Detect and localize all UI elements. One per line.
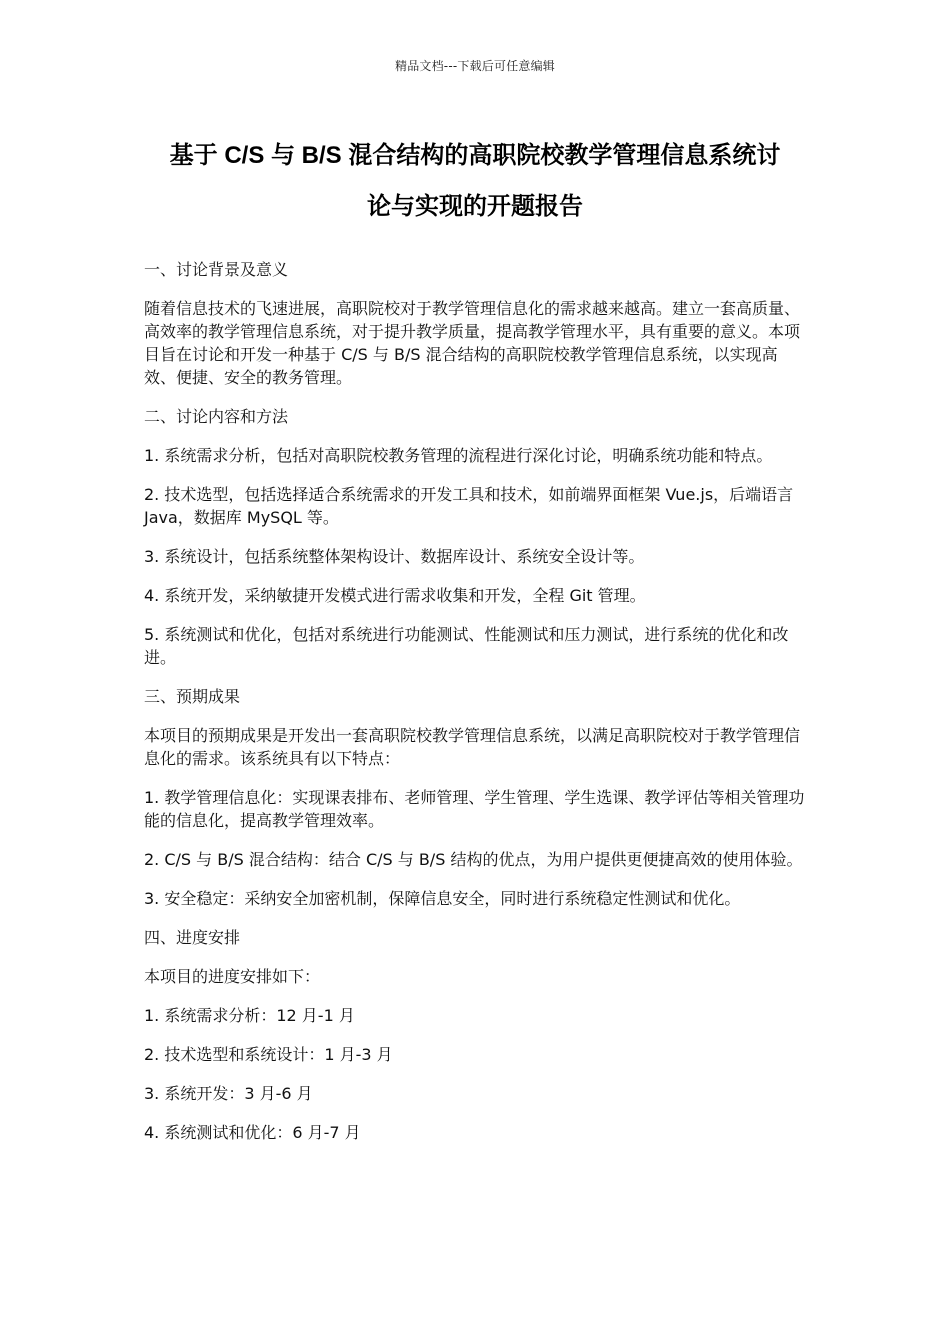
- list-item: 3. 安全稳定：采纳安全加密机制，保障信息安全，同时进行系统稳定性测试和优化。: [144, 889, 741, 908]
- section-heading-background: 一、讨论背景及意义: [144, 260, 289, 279]
- list-item: 1. 系统需求分析：12 月-1 月: [144, 1006, 355, 1025]
- paragraph-expected-results: 本项目的预期成果是开发出一套高职院校教学管理信息系统，以满足高职院校对于教学管理信息化的需求。该系统具有以下特点：: [144, 726, 801, 768]
- list-item: 2. 技术选型和系统设计：1 月-3 月: [144, 1045, 393, 1064]
- list-item: 2. 技术选型，包括选择适合系统需求的开发工具和技术，如前端界面框架 Vue.js，后端语言 Java，数据库 MySQL 等。: [144, 485, 794, 527]
- title-line-2: 论与实现的开题报告: [367, 193, 583, 220]
- section-heading-schedule: 四、进度安排: [144, 928, 241, 947]
- list-item: 4. 系统开发，采纳敏捷开发模式进行需求收集和开发，全程 Git 管理。: [144, 586, 646, 605]
- section-heading-content-methods: 二、讨论内容和方法: [144, 407, 289, 426]
- paragraph-schedule: 本项目的进度安排如下：: [144, 967, 321, 986]
- list-item: 5. 系统测试和优化，包括对系统进行功能测试、性能测试和压力测试，进行系统的优化和改进。: [144, 625, 789, 667]
- title-line-1: 基于 C/S 与 B/S 混合结构的高职院校教学管理信息系统讨: [169, 142, 781, 169]
- section-heading-expected-results: 三、预期成果: [144, 687, 241, 706]
- list-item: 2. C/S 与 B/S 混合结构：结合 C/S 与 B/S 结构的优点，为用户提供更便捷高效的使用体验。: [144, 850, 803, 869]
- list-item: 1. 系统需求分析，包括对高职院校教务管理的流程进行深化讨论，明确系统功能和特点。: [144, 446, 773, 465]
- document-title: [140, 130, 810, 232]
- document-body: [144, 258, 808, 1160]
- list-item: 1. 教学管理信息化：实现课表排布、老师管理、学生管理、学生选课、教学评估等相关管理功能的信息化，提高教学管理效率。: [144, 788, 805, 830]
- paragraph-background: 随着信息技术的飞速进展，高职院校对于教学管理信息化的需求越来越高。建立一套高质量、高效率的教学管理信息系统，对于提升教学质量，提高教学管理水平，具有重要的意义。本项目旨在讨论和开发一种基于 C/S 与 B/S 混合结构的高职院校教学管理信息系统，以实现高效、便捷、安全的教务管理。: [144, 299, 801, 387]
- header-note: 精品文档---下载后可任意编辑: [395, 59, 555, 73]
- list-item: 3. 系统开发：3 月-6 月: [144, 1084, 313, 1103]
- list-item: 4. 系统测试和优化：6 月-7 月: [144, 1123, 361, 1142]
- list-item: 3. 系统设计，包括系统整体架构设计、数据库设计、系统安全设计等。: [144, 547, 645, 566]
